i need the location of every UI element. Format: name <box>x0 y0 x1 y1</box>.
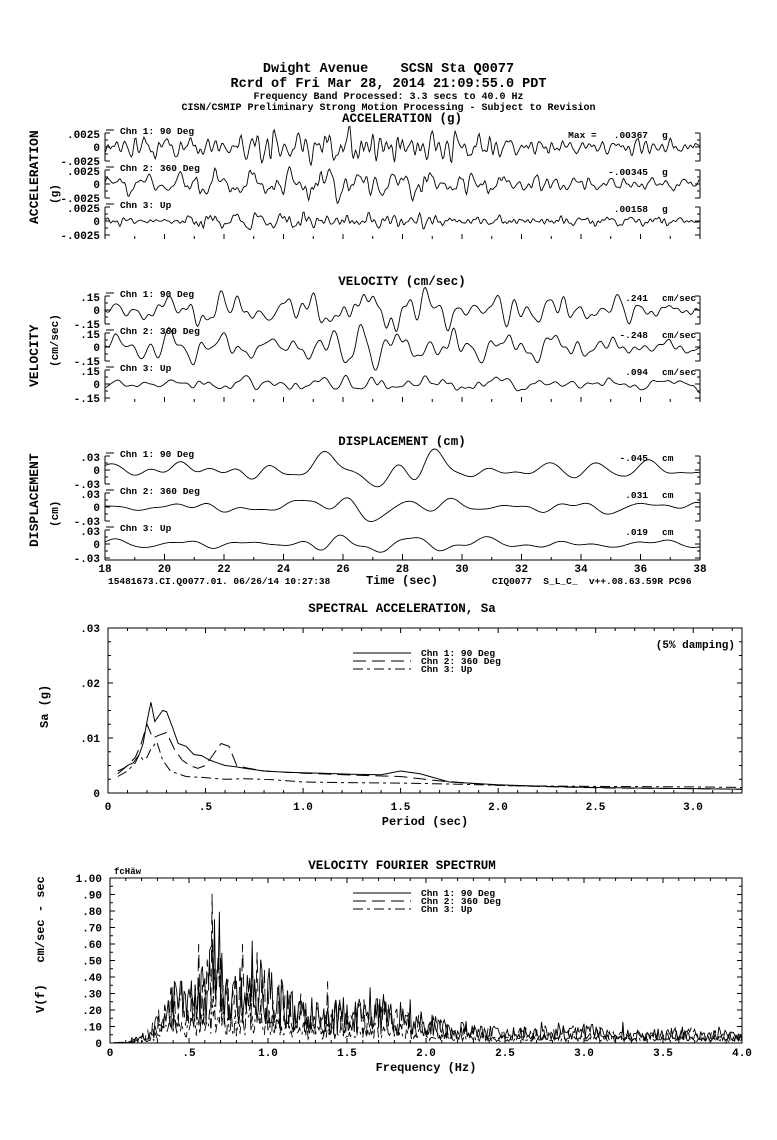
y-tick-label: 0 <box>93 180 100 192</box>
peak-unit-label: g <box>662 204 668 215</box>
legend-label: Chn 3: Up <box>421 664 473 675</box>
x-tick-label: 38 <box>693 564 707 576</box>
peak-value-label: Max = .00367 <box>568 130 648 141</box>
x-tick-label: 2.0 <box>416 1048 436 1060</box>
group-title: DISPLACEMENT (cm) <box>338 435 466 449</box>
y-tick-label: .03 <box>80 624 100 636</box>
x-axis-title: Period (sec) <box>381 815 469 829</box>
frequency-band-note: Frequency Band Processed: 3.3 secs to 40.0 Hz <box>253 92 524 103</box>
x-tick-label: 3.0 <box>683 802 703 814</box>
y-tick-label: .40 <box>82 973 102 985</box>
peak-value-label: .00158 <box>613 204 648 215</box>
x-tick-label: 1.5 <box>390 802 411 814</box>
y-tick-label: .80 <box>82 907 102 919</box>
y-tick-label: 0 <box>93 503 100 515</box>
damping-annotation: (5% damping) <box>655 640 735 652</box>
y-tick-label: .03 <box>80 490 100 502</box>
y-tick-label: .02 <box>80 679 100 691</box>
peak-value-label: .019 <box>625 527 648 538</box>
y-tick-label: 0 <box>93 789 100 801</box>
y-tick-label: .15 <box>80 367 100 379</box>
fourier-series <box>110 894 742 1043</box>
x-tick-label: 3.5 <box>653 1048 673 1060</box>
y-tick-label: -.0025 <box>60 231 100 243</box>
fourier-spectrum-chart <box>0 853 777 1113</box>
channel-label: Chn 3: Up <box>120 523 172 534</box>
side-axis-label: ACCELERATION <box>27 130 42 224</box>
legend-label: Chn 1: 90 Deg <box>421 648 496 659</box>
x-tick-label: 34 <box>574 564 588 576</box>
peak-unit-label: cm <box>662 490 674 501</box>
report-header <box>0 62 777 114</box>
peak-unit-label: cm/sec <box>662 330 697 341</box>
peak-unit-label: cm/sec <box>662 367 697 378</box>
group-title: ACCELERATION (g) <box>341 112 463 126</box>
processing-version-footer: CIQ0077 S_L_C_ v++.08.63.59R PC96 <box>492 576 692 587</box>
y-tick-label: -.15 <box>73 394 100 406</box>
peak-value-label: .241 <box>625 293 648 304</box>
y-tick-label: .60 <box>82 940 102 952</box>
channel-label: Chn 2: 360 Deg <box>120 326 200 337</box>
spectral-acceleration-chart <box>0 598 777 853</box>
peak-value-label: -.248 <box>619 330 648 341</box>
waveform-trace <box>105 449 700 487</box>
y-tick-label: -.0025 <box>60 194 100 206</box>
y-tick-label: .70 <box>82 923 102 936</box>
y-tick-label: .03 <box>80 527 100 539</box>
x-tick-label: 36 <box>633 564 648 576</box>
legend-label: Chn 1: 90 Deg <box>421 888 496 899</box>
legend-label: Chn 2: 360 Deg <box>421 896 501 907</box>
x-tick-label: 24 <box>276 564 291 576</box>
x-tick-label: 2.5 <box>585 802 606 814</box>
x-tick-label: 2.5 <box>495 1048 515 1060</box>
y-tick-label: .20 <box>82 1006 102 1018</box>
y-tick-label: .90 <box>82 890 102 903</box>
side-axis-unit: (cm/sec) <box>50 314 62 367</box>
y-tick-label: .15 <box>80 330 100 342</box>
y-tick-label: 0 <box>95 1039 102 1051</box>
x-tick-label: 18 <box>98 564 112 576</box>
x-tick-label: 1.0 <box>293 802 313 814</box>
x-tick-label: 0 <box>106 1048 114 1060</box>
peak-unit-label: cm <box>662 453 674 464</box>
corner-note: fcHäw <box>114 867 142 877</box>
y-tick-label: .50 <box>82 956 102 969</box>
x-tick-label: 28 <box>395 564 410 576</box>
legend-label: Chn 3: Up <box>421 904 473 915</box>
processing-note: CISN/CSMIP Preliminary Strong Motion Processing - Subject to Revision <box>181 103 596 114</box>
y-tick-label: 0 <box>93 380 100 392</box>
y-tick-label: .0025 <box>66 204 100 216</box>
y-tick-label: 1.00 <box>75 874 102 886</box>
peak-unit-label: cm <box>662 527 674 538</box>
y-tick-label: -.15 <box>73 320 100 332</box>
peak-value-label: -.00345 <box>608 167 648 178</box>
waveform-trace <box>105 376 700 393</box>
chart-title: VELOCITY FOURIER SPECTRUM <box>308 859 496 873</box>
y-tick-label: .0025 <box>66 167 100 179</box>
x-axis-title: Time (sec) <box>365 574 439 588</box>
channel-label: Chn 1: 90 Deg <box>120 289 195 300</box>
peak-value-label: .031 <box>625 490 648 501</box>
waveform-trace <box>105 535 700 552</box>
y-tick-label: 0 <box>93 217 100 229</box>
y-tick-label: 0 <box>93 306 100 318</box>
channel-label: Chn 2: 360 Deg <box>120 486 200 497</box>
record-id-footer: 15481673.CI.Q0077.01. 06/26/14 10:27:38 <box>108 576 331 587</box>
sa-series <box>118 702 742 789</box>
x-tick-label: 1.0 <box>258 1048 278 1060</box>
x-tick-label: 22 <box>217 564 231 576</box>
channel-label: Chn 3: Up <box>120 200 172 211</box>
y-tick-label: -.03 <box>73 554 100 566</box>
side-axis-unit: (cm) <box>50 500 62 527</box>
peak-unit-label: g <box>662 130 668 141</box>
y-tick-label: 0 <box>93 143 100 155</box>
y-tick-label: .0025 <box>66 130 100 142</box>
y-tick-label: .15 <box>80 293 100 305</box>
station-title: Dwight Avenue SCSN Sta Q0077 <box>262 62 515 77</box>
channel-label: Chn 1: 90 Deg <box>120 449 195 460</box>
y-tick-label: -.15 <box>73 357 100 369</box>
x-tick-label: .5 <box>198 802 213 814</box>
peak-value-label: -.045 <box>619 453 648 464</box>
x-tick-label: 2.0 <box>488 802 508 814</box>
sa-series <box>118 724 742 789</box>
peak-unit-label: g <box>662 167 668 178</box>
sa-series <box>118 742 742 788</box>
y-tick-label: .03 <box>80 453 100 465</box>
side-axis-unit: (g) <box>50 184 62 204</box>
y-tick-label: 0 <box>93 343 100 355</box>
record-datetime: Rcrd of Fri Mar 28, 2014 21:09:55.0 PDT <box>230 77 547 92</box>
x-tick-label: 26 <box>336 564 350 576</box>
x-tick-label: 30 <box>455 564 469 576</box>
waveform-trace <box>105 498 700 522</box>
x-tick-label: 0 <box>104 802 112 814</box>
x-axis-title: Frequency (Hz) <box>375 1061 477 1075</box>
x-tick-label: 4.0 <box>732 1048 752 1060</box>
y-tick-label: -.03 <box>73 517 100 529</box>
time-history-chart <box>0 112 777 598</box>
group-title: VELOCITY (cm/sec) <box>338 275 466 289</box>
y-axis-title: V(f) cm/sec - sec <box>34 876 48 1013</box>
channel-label: Chn 1: 90 Deg <box>120 126 195 137</box>
x-tick-label: 20 <box>157 564 172 576</box>
y-axis-title: Sa (g) <box>38 684 52 728</box>
y-tick-label: .10 <box>82 1022 102 1035</box>
channel-label: Chn 3: Up <box>120 363 172 374</box>
waveform-trace <box>105 212 700 230</box>
y-tick-label: -.0025 <box>60 157 100 169</box>
y-tick-label: .30 <box>82 989 102 1002</box>
peak-value-label: .094 <box>625 367 648 378</box>
chart-title: SPECTRAL ACCELERATION, Sa <box>308 602 496 616</box>
y-tick-label: -.03 <box>73 480 100 492</box>
side-axis-label: DISPLACEMENT <box>27 453 42 547</box>
y-tick-label: 0 <box>93 540 100 552</box>
x-tick-label: 1.5 <box>337 1048 357 1060</box>
legend-label: Chn 2: 360 Deg <box>421 656 501 667</box>
x-tick-label: .5 <box>182 1048 196 1060</box>
x-tick-label: 3.0 <box>574 1048 594 1060</box>
peak-unit-label: cm/sec <box>662 293 697 304</box>
y-tick-label: 0 <box>93 466 100 478</box>
waveform-trace <box>105 288 700 332</box>
y-tick-label: .01 <box>80 734 100 746</box>
channel-label: Chn 2: 360 Deg <box>120 163 200 174</box>
side-axis-label: VELOCITY <box>27 324 42 387</box>
x-tick-label: 32 <box>514 564 529 576</box>
